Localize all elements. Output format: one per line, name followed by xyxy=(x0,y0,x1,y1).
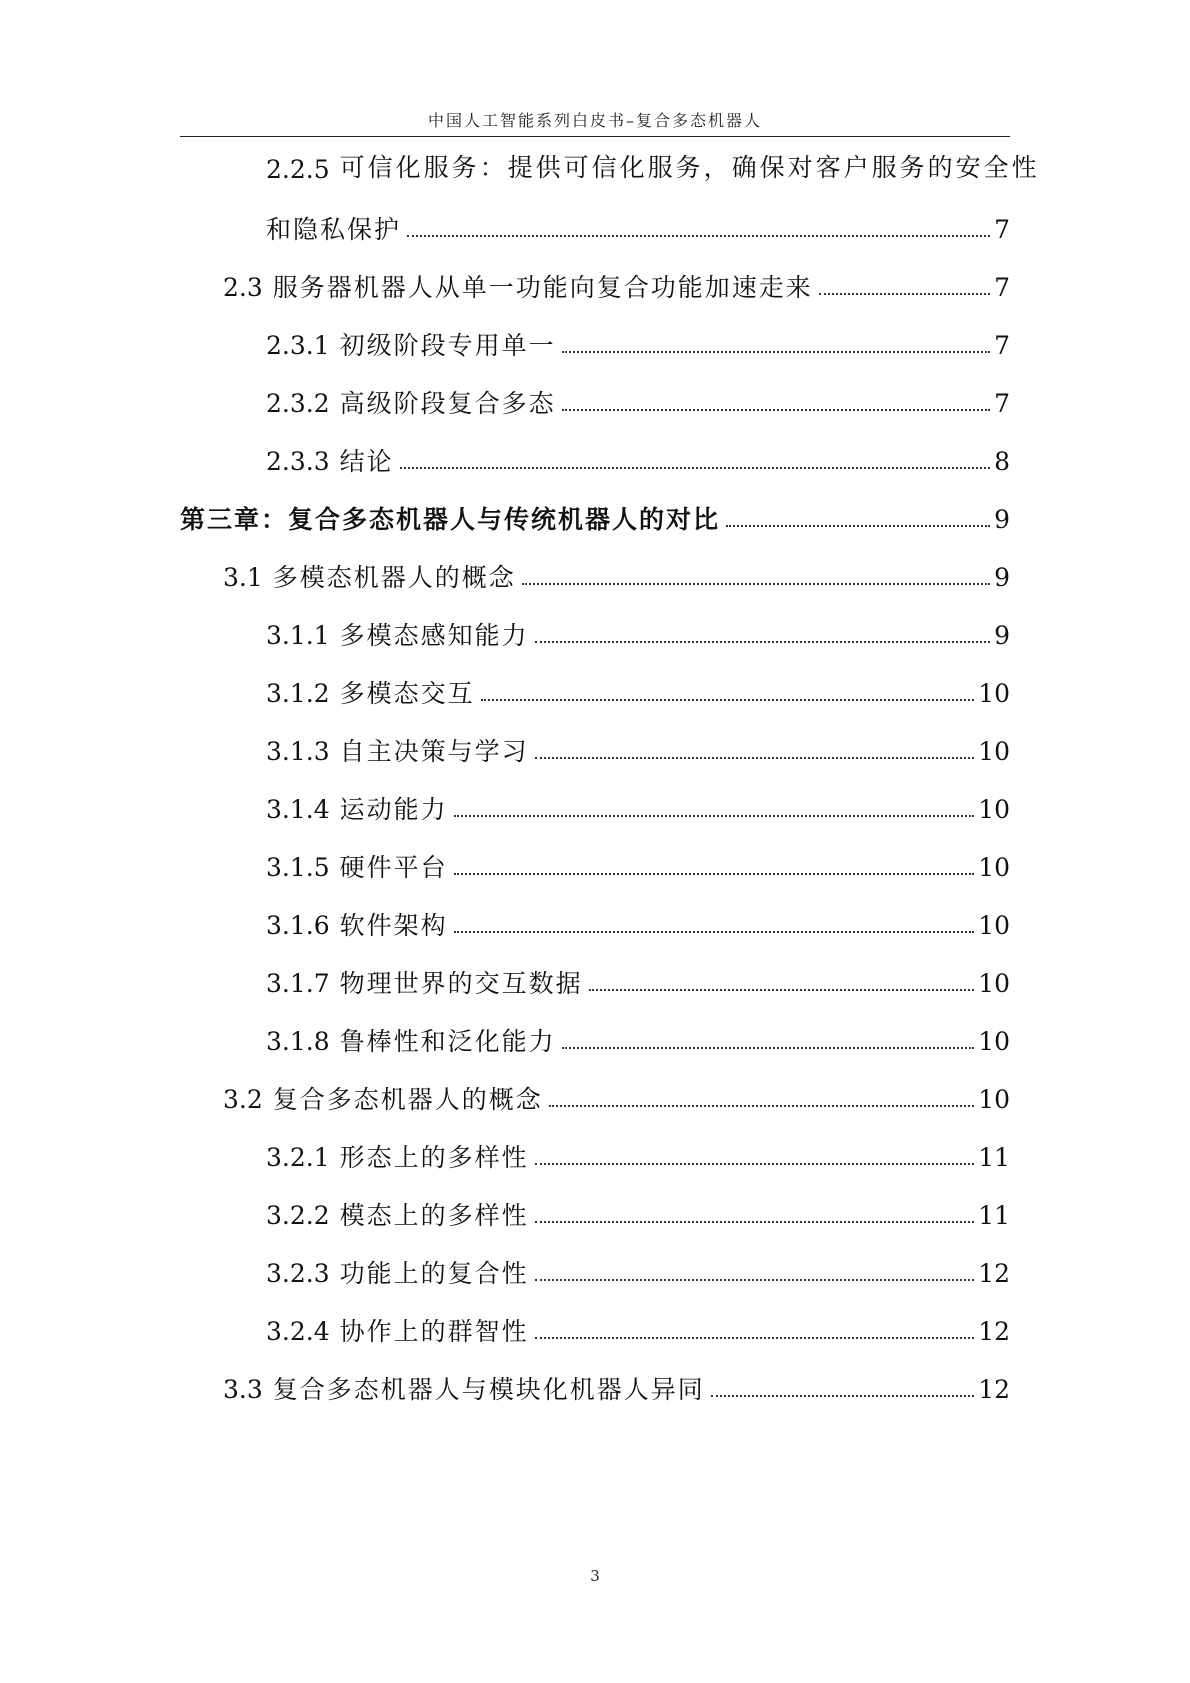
toc-entry-page: 10 xyxy=(978,853,1010,882)
toc-entry-title: 初级阶段专用单一 xyxy=(339,331,556,360)
toc-entry-number: 3.1 xyxy=(223,563,263,592)
toc-entry-title: 复合多态机器人与模块化机器人异同 xyxy=(272,1375,705,1404)
dot-leader xyxy=(535,641,990,643)
toc-entry-title: 和隐私保护 xyxy=(266,215,402,244)
toc-entry-page: 8 xyxy=(994,447,1010,476)
toc-entry-page: 10 xyxy=(978,911,1010,940)
toc-entry[interactable] xyxy=(266,956,1010,996)
dot-leader xyxy=(454,815,975,817)
toc-entry-title: 多模态感知能力 xyxy=(339,621,529,650)
toc-entry[interactable] xyxy=(223,1362,1010,1402)
dot-leader xyxy=(481,699,975,701)
toc-entry-number: 3.2.4 xyxy=(266,1317,330,1346)
toc-entry-number: 3.1.8 xyxy=(266,1027,330,1056)
toc-entry-page: 9 xyxy=(994,621,1010,650)
dot-leader xyxy=(535,1163,975,1165)
toc-entry-number: 3.1.3 xyxy=(266,737,330,766)
dot-leader xyxy=(400,467,990,469)
toc-entry[interactable] xyxy=(266,1130,1010,1170)
toc-entry-title: 多模态交互 xyxy=(339,679,475,708)
toc-entry-page: 7 xyxy=(994,389,1010,418)
toc-entry-number: 3.3 xyxy=(223,1375,263,1404)
toc-entry-page: 10 xyxy=(978,1027,1010,1056)
toc-entry-title: 复合多态机器人的概念 xyxy=(272,1085,543,1114)
toc-entry-number: 2.2.5 xyxy=(266,155,330,184)
dot-leader xyxy=(819,293,990,295)
toc-entry[interactable] xyxy=(266,1188,1010,1228)
toc-entry-title: 结论 xyxy=(339,447,394,476)
toc-entry[interactable] xyxy=(266,782,1010,822)
toc-chapter-title: 第三章：复合多态机器人与传统机器人的对比 xyxy=(180,505,721,534)
toc-entry[interactable] xyxy=(266,608,1010,648)
toc-entry[interactable] xyxy=(223,550,1010,590)
toc-entry-title: 物理世界的交互数据 xyxy=(339,969,583,998)
toc-entry-number: 3.2.3 xyxy=(266,1259,330,1288)
toc-entry-continued-line2[interactable] xyxy=(266,202,1010,242)
toc-entry-page: 11 xyxy=(978,1143,1010,1172)
toc-entry-title: 硬件平台 xyxy=(339,853,448,882)
toc-entry[interactable] xyxy=(223,1072,1010,1112)
toc-entry-number: 2.3.2 xyxy=(266,389,330,418)
toc-entry-page: 7 xyxy=(994,215,1010,244)
toc-entry-title: 软件架构 xyxy=(339,911,448,940)
toc-entry-title: 功能上的复合性 xyxy=(339,1259,529,1288)
toc-entry[interactable] xyxy=(266,376,1010,416)
toc-entry-page: 10 xyxy=(978,795,1010,824)
page-number: 3 xyxy=(590,1567,600,1585)
toc-entry[interactable] xyxy=(266,898,1010,938)
header-divider xyxy=(180,136,1010,137)
toc-entry-title: 模态上的多样性 xyxy=(339,1201,529,1230)
toc-entry[interactable] xyxy=(266,724,1010,764)
toc-entry-number: 3.1.6 xyxy=(266,911,330,940)
toc-entry-title: 协作上的群智性 xyxy=(339,1317,529,1346)
toc-entry-page: 10 xyxy=(978,679,1010,708)
toc-entry-title: 高级阶段复合多态 xyxy=(339,389,556,418)
toc-entry-number: 3.1.4 xyxy=(266,795,330,824)
toc-entry[interactable] xyxy=(266,1246,1010,1286)
toc-entry-continued-line1[interactable] xyxy=(266,144,1040,184)
dot-leader xyxy=(726,525,990,527)
dot-leader xyxy=(549,1105,974,1107)
toc-entry[interactable] xyxy=(266,1304,1010,1344)
dot-leader xyxy=(535,1337,975,1339)
toc-entry-number: 3.1.7 xyxy=(266,969,330,998)
toc-entry[interactable] xyxy=(266,434,1010,474)
toc-entry-number: 3.2.2 xyxy=(266,1201,330,1230)
toc-entry-number: 3.1.1 xyxy=(266,621,330,650)
toc-entry[interactable] xyxy=(266,1014,1010,1054)
toc-entry-title: 鲁棒性和泛化能力 xyxy=(339,1027,556,1056)
toc-entry[interactable] xyxy=(266,666,1010,706)
toc-entry-page: 9 xyxy=(994,505,1010,534)
toc-entry-title: 自主决策与学习 xyxy=(339,737,529,766)
toc-entry-number: 3.1.5 xyxy=(266,853,330,882)
toc-entry-page: 10 xyxy=(978,737,1010,766)
dot-leader xyxy=(562,1047,975,1049)
toc-entry-page: 12 xyxy=(978,1375,1010,1404)
dot-leader xyxy=(454,873,975,875)
toc-entry-page: 11 xyxy=(978,1201,1010,1230)
page-header: 中国人工智能系列白皮书–复合多态机器人 xyxy=(427,111,762,130)
toc-entry-title: 形态上的多样性 xyxy=(339,1143,529,1172)
toc-entry-title: 可信化服务：提供可信化服务，确保对客户服务的安全性 xyxy=(339,153,1040,182)
dot-leader xyxy=(562,409,990,411)
toc-entry-title: 运动能力 xyxy=(339,795,448,824)
toc-entry-page: 10 xyxy=(978,969,1010,998)
toc-entry[interactable] xyxy=(266,840,1010,880)
toc-entry-page: 9 xyxy=(994,563,1010,592)
dot-leader xyxy=(522,583,990,585)
toc-entry-number: 3.2.1 xyxy=(266,1143,330,1172)
dot-leader xyxy=(535,1279,975,1281)
dot-leader xyxy=(562,351,990,353)
toc-entry[interactable] xyxy=(223,260,1010,300)
toc-entry-number: 3.1.2 xyxy=(266,679,330,708)
dot-leader xyxy=(535,757,975,759)
toc-entry-number: 2.3.3 xyxy=(266,447,330,476)
dot-leader xyxy=(589,989,975,991)
toc-chapter-entry[interactable] xyxy=(180,492,1010,532)
toc-entry-page: 12 xyxy=(978,1317,1010,1346)
toc-entry-number: 2.3 xyxy=(223,273,263,302)
dot-leader xyxy=(454,931,975,933)
dot-leader xyxy=(407,235,990,237)
toc-entry-page: 7 xyxy=(994,273,1010,302)
toc-entry-number: 3.2 xyxy=(223,1085,263,1114)
toc-entry-number: 2.3.1 xyxy=(266,331,330,360)
toc-entry-page: 10 xyxy=(978,1085,1010,1114)
dot-leader xyxy=(535,1221,975,1223)
toc-entry-page: 12 xyxy=(978,1259,1010,1288)
toc-entry[interactable] xyxy=(266,318,1010,358)
toc-entry-title: 多模态机器人的概念 xyxy=(272,563,516,592)
dot-leader xyxy=(711,1395,974,1397)
toc-entry-page: 7 xyxy=(994,331,1010,360)
toc-entry-title: 服务器机器人从单一功能向复合功能加速走来 xyxy=(272,273,813,302)
